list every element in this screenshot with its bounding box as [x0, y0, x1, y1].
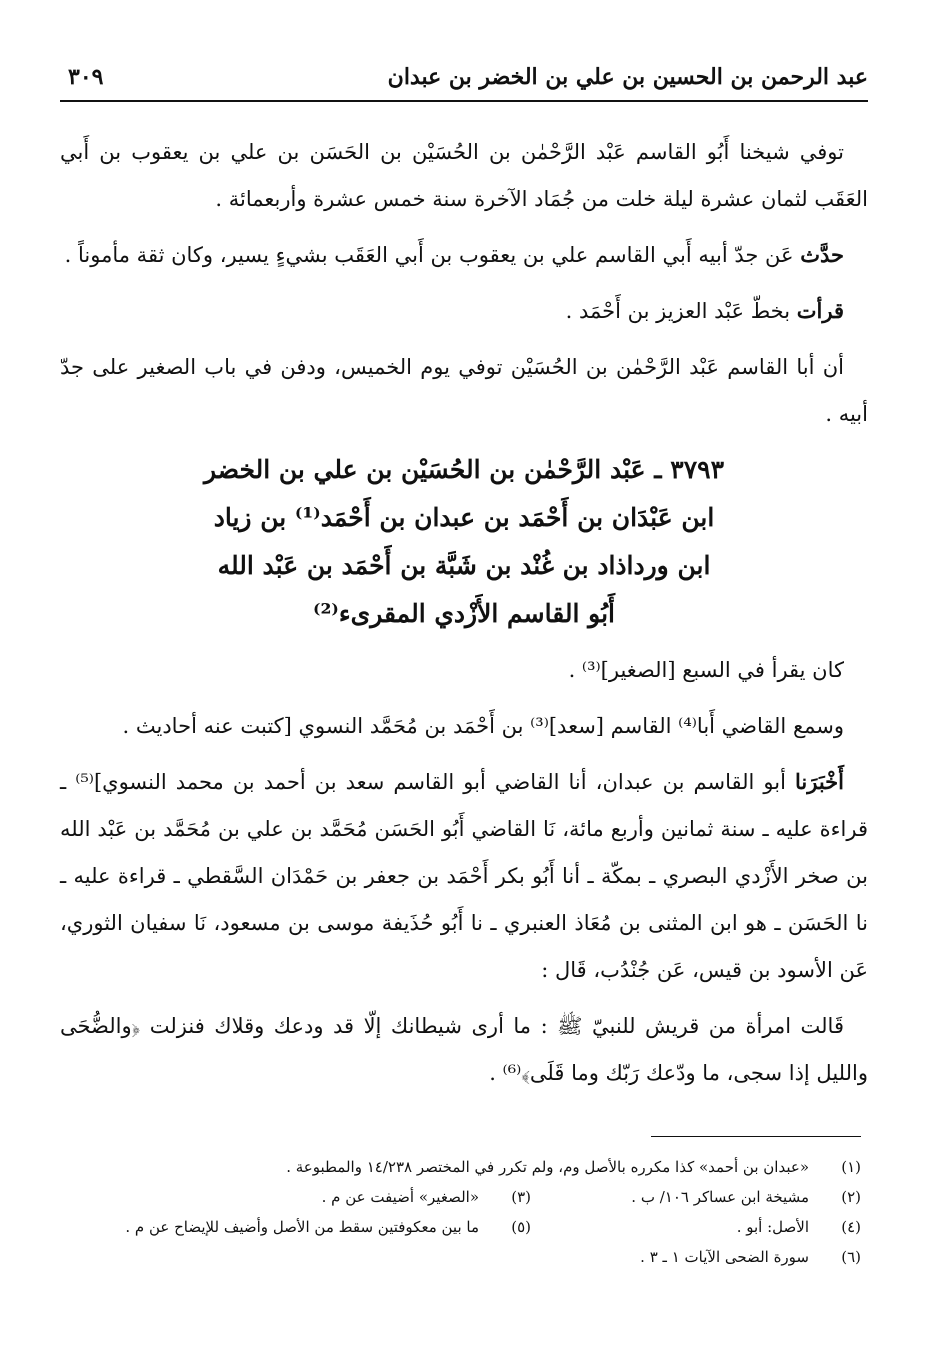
footnote — [125, 1218, 531, 1236]
paragraph — [60, 231, 868, 279]
paragraph — [60, 287, 868, 335]
footnote-row — [72, 1182, 861, 1212]
paragraph-text: وسمع القاضي أَبا⁽⁴⁾ القاسم [سعد]⁽³⁾ بن أَحْمَد بن مُحَمَّد النسوي [كتبت عنه أحاديث . — [122, 714, 844, 738]
entry-heading-line: ٣٧٩٣ ـ عَبْد الرَّحْمٰن بن الحُسَيْن بن علي بن الخضر — [203, 455, 724, 484]
footnote-text: مشيخة ابن عساكر ١٠٦/ ب . — [631, 1188, 809, 1206]
paragraph-lead: أَخْبَرَنا — [795, 769, 844, 794]
paragraph-text: كان يقرأ في السبع [الصغير]⁽³⁾ . — [568, 658, 844, 682]
header-rule — [60, 100, 868, 102]
paragraph-text: أن أبا القاسم عَبْد الرَّحْمٰن بن الحُسَيْن توفي يوم الخميس، ودفن في باب الصغير على جدّ أبيه . — [60, 355, 868, 426]
page-header — [60, 58, 868, 102]
footnote-row — [72, 1152, 861, 1182]
paragraph-lead: حدَّث — [800, 242, 844, 267]
footnote-number: (٣) — [511, 1188, 531, 1206]
footnote-text: سورة الضحى الآيات ١ ـ ٣ . — [640, 1248, 809, 1266]
footnote-text: ما بين معكوفتين سقط من الأصل وأضيف للإيضاح عن م . — [125, 1218, 479, 1236]
paragraph-lead: قرأت — [796, 298, 844, 323]
paragraph-text: بخطّ عَبْد العزيز بن أَحْمَد . — [565, 299, 791, 323]
footnote — [531, 1218, 861, 1236]
footnote — [322, 1188, 531, 1206]
paragraph — [60, 128, 868, 223]
paragraph-text: توفي شيخنا أَبُو القاسم عَبْد الرَّحْمٰن بن الحُسَيْن بن الحَسَن بن علي بن يعقوب بن أَبي العَقَب لثمان عشرة ليلة خلت من جُمَاد الآخرة سنة خمس عشرة وأربعمائة . — [60, 140, 868, 211]
main-text — [60, 128, 868, 1105]
footnote — [286, 1158, 861, 1176]
footnote-row — [72, 1242, 861, 1272]
entry-heading — [60, 446, 868, 638]
paragraph — [60, 758, 868, 994]
footnote-rule — [651, 1136, 861, 1137]
footnote-number: (١) — [841, 1158, 861, 1176]
paragraph-text: أبو القاسم بن عبدان، أنا القاضي أبو القاسم سعد بن أحمد بن محمد النسوي]⁽⁵⁾ ـ قراءة عليه ـ سنة ثمانين وأربع مائة، نَا القاضي أَبُو الحَسَن مُحَمَّد بن علي بن مُحَمَّد بن عَبْد الله بن صخر الأَزْدي البصري ـ بمكّة ـ أنا أَبُو بكر أَحْمَد بن جعفر بن حَمْدَان السَّقطي ـ قراءة عليه ـ نا الحَسَن ـ هو ابن المثنى بن مُعَاذ العنبري ـ نا أَبُو حُذَيفة موسى بن مسعود، نَا سفيان الثوري، عَن الأسود بن قيس، عَن جُنْدُب، قَال : — [60, 770, 868, 982]
page-number: ٣٠٩ — [68, 64, 104, 90]
footnote-text: الأصل: أبو . — [736, 1218, 809, 1236]
footnote-text: «الصغير» أضيفت عن م . — [321, 1188, 479, 1206]
paragraph — [60, 343, 868, 438]
footnote-number: (٥) — [511, 1218, 531, 1236]
running-title: عبد الرحمن بن الحسين بن علي بن الخضر بن عبدان — [387, 64, 868, 90]
paragraph-text: قَالت امرأة من قريش للنبيّ ﷺ : ما أرى شيطانك إلّا قد ودعك وقلاك فنزلت ﴿والضُّحَى والليل إذا سجى، ما ودّعك رَبّك وما قَلَى﴾⁽⁶⁾ . — [60, 1014, 868, 1085]
entry-heading-line: أَبُو القاسم الأَزْدي المقرىء⁽²⁾ — [313, 599, 615, 628]
footnote-text: «عبدان بن أحمد» كذا مكرره بالأصل وم، ولم تكرر في المختصر ١٤/٢٣٨ والمطبوعة . — [286, 1158, 809, 1176]
footnote-row — [72, 1212, 861, 1242]
footnote-number: (٢) — [841, 1188, 861, 1206]
paragraph — [60, 1002, 868, 1097]
paragraph-text: عَن جدّ أبيه أَبي القاسم علي بن يعقوب بن أَبي العَقَب بشيءٍ يسير، وكان ثقة مأموناً . — [64, 243, 794, 267]
paragraph — [60, 702, 868, 750]
footnote-number: (٦) — [841, 1248, 861, 1266]
footnote — [531, 1188, 861, 1206]
entry-heading-line: ابن ورداذاد بن غُنْد بن شَبَّة بن أَحْمَد بن عَبْد الله — [217, 551, 711, 580]
footnote — [640, 1248, 861, 1266]
paragraph — [60, 646, 868, 694]
entry-heading-line: ابن عَبْدَان بن أَحْمَد بن عبدان بن أَحْمَد⁽¹⁾ بن زياد — [213, 503, 715, 532]
footnote-number: (٤) — [841, 1218, 861, 1236]
footnotes — [72, 1152, 861, 1272]
